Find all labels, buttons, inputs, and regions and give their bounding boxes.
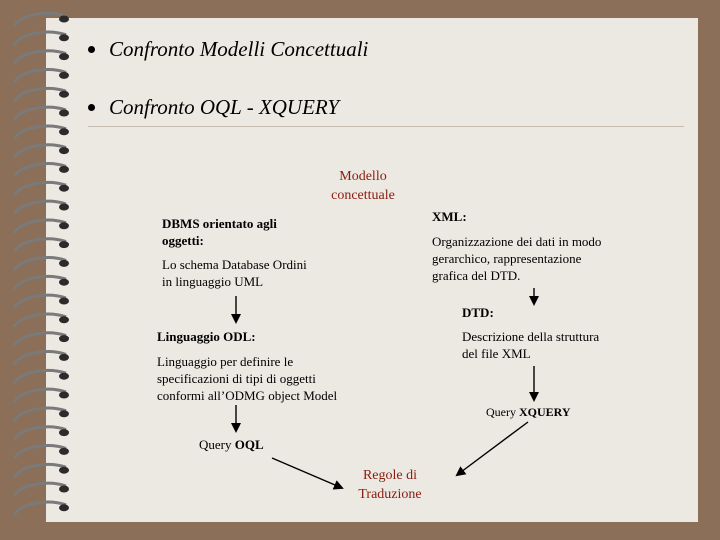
- dbms-heading-line1: DBMS orientato agli: [162, 216, 277, 231]
- bullet-text-1: Confronto Modelli Concettuali: [109, 36, 369, 61]
- dtd-heading: DTD:: [462, 305, 494, 320]
- top-node-line2: concettuale: [331, 188, 395, 203]
- odl-line1: Linguaggio per definire le: [157, 354, 294, 369]
- uml-schema-line1: Lo schema Database Ordini: [162, 257, 307, 272]
- odl-line3: conformi all’ODMG object Model: [157, 388, 338, 403]
- odl-heading: Linguaggio ODL:: [157, 329, 256, 344]
- uml-schema-line2: in linguaggio UML: [162, 274, 264, 289]
- dbms-heading-line2: oggetti:: [162, 233, 204, 248]
- query-oql-prefix: Query: [199, 437, 235, 452]
- xml-line3: grafica del DTD.: [432, 268, 521, 283]
- dtd-line1: Descrizione della struttura: [462, 329, 600, 344]
- bottom-node-line1: Regole di: [362, 468, 418, 483]
- bullet-text-2: Confronto OQL - XQUERY: [109, 94, 340, 119]
- query-oql-lang: OQL: [234, 437, 264, 452]
- xml-heading: XML:: [432, 209, 467, 224]
- arrow-xquery-to-regole: [457, 422, 528, 475]
- top-node-line1: Modello: [339, 169, 387, 184]
- odl-line2: specificazioni di tipi di oggetti: [157, 371, 316, 386]
- bottom-node-line2: Traduzione: [358, 487, 422, 502]
- dtd-line2: del file XML: [462, 346, 531, 361]
- xml-line1: Organizzazione dei dati in modo: [432, 234, 602, 249]
- query-xquery-lang: XQUERY: [519, 405, 571, 419]
- xml-line2: gerarchico, rappresentazione: [432, 251, 582, 266]
- arrow-oql-to-regole: [272, 458, 342, 488]
- query-xquery-prefix: Query: [486, 405, 519, 419]
